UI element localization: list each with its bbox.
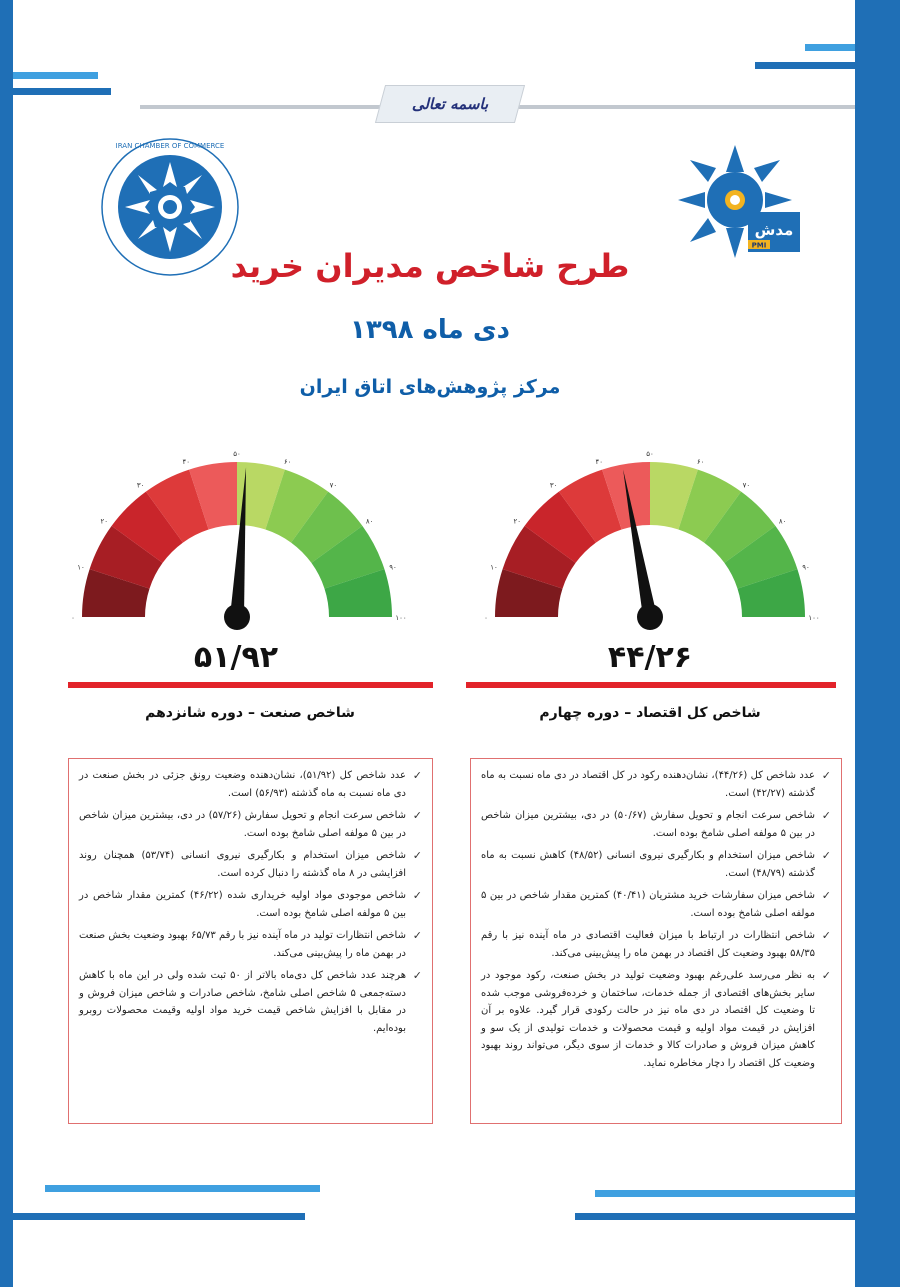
checkmark-icon: ✓ xyxy=(821,849,831,862)
note-text: شاخص موجودی مواد اولیه خریداری شده (۴۶/۲۲) کمترین مقدار شاخص در بین ۵ مولفه اصلی شامخ بوده است. xyxy=(79,890,406,919)
note-item xyxy=(481,767,831,802)
industry-divider xyxy=(68,682,433,688)
gauge-tick-label: ۸۰ xyxy=(778,517,787,526)
gauge-tick-label: ۱۰۰ xyxy=(808,614,820,622)
checkmark-icon: ✓ xyxy=(821,889,831,902)
gauge-hub xyxy=(224,604,250,630)
economy-panel-title: شاخص کل اقتصاد – دوره چهارم xyxy=(539,705,761,721)
note-text: عدد شاخص کل (۴۴/۲۶)، نشان‌دهنده رکود در کل اقتصاد در دی ماه نسبت به ماه گذشته (۴۲/۲۷) است. xyxy=(481,770,815,799)
industry-gauge-value: ۵۱/۹۲ xyxy=(193,640,279,675)
decor-bar xyxy=(13,1213,305,1220)
checkmark-icon: ✓ xyxy=(412,969,422,982)
decor-bar xyxy=(595,1190,855,1197)
checkmark-icon: ✓ xyxy=(412,889,422,902)
gauge-tick-label: ۵۰ xyxy=(646,450,654,458)
gauge-tick-label: ۹۰ xyxy=(802,563,810,572)
gauge-tick-label: ۸۰ xyxy=(365,517,374,526)
seal-arc-text: IRAN CHAMBER OF COMMERCE xyxy=(115,142,225,150)
bismillah-banner xyxy=(375,85,525,123)
gauge-tick-label: ۱۰ xyxy=(490,563,498,572)
gauge-tick-label: ۳۰ xyxy=(549,481,558,490)
gauge-tick-label: ۴۰ xyxy=(595,458,604,467)
organization-title: مرکز پژوهش‌های اتاق ایران xyxy=(299,376,561,398)
bismillah-text: باسمه تعالی xyxy=(411,95,489,113)
decor-bar xyxy=(575,1213,855,1220)
decor-bar xyxy=(755,62,855,69)
note-item xyxy=(481,807,831,842)
industry-panel-title: شاخص صنعت – دوره شانزدهم xyxy=(145,705,355,721)
right-border-strip xyxy=(855,0,900,1287)
gauge-tick-label: ۰ xyxy=(71,614,75,622)
pmi-badge: PMI xyxy=(751,241,767,250)
decor-bar xyxy=(13,88,111,95)
economy-notes-list xyxy=(481,767,831,1072)
note-text: شاخص سرعت انجام و تحویل سفارش (۵۷/۲۶) در دی، بیشترین میزان شاخص در بین ۵ مولفه اصلی شامخ بوده است. xyxy=(79,810,406,839)
decor-bar xyxy=(13,72,98,79)
main-title: طرح شاخص مدیران خرید xyxy=(230,247,630,285)
gauge-tick-label: ۷۰ xyxy=(742,481,751,490)
note-text: هرچند عدد شاخص کل دی‌ماه بالاتر از ۵۰ ثبت شده ولی در این ماه با کاهش دسته‌جمعی ۵ شاخص اصلی شامخ، شاخص صادرات و شاخص میزان فروش و در مقابل با افزایش شاخص قیمت خرید مواد اولیه وقیمت محصولات روبرو بوده‌ایم. xyxy=(79,970,407,1034)
economy-notes-box xyxy=(470,758,842,1124)
industry-notes-box xyxy=(68,758,433,1124)
checkmark-icon: ✓ xyxy=(412,769,422,782)
note-text: شاخص میزان استخدام و بکارگیری نیروی انسانی (۵۳/۷۴) همچنان روند افزایشی در ۸ ماه گذشته را دنبال کرده است. xyxy=(79,850,406,879)
note-item xyxy=(481,967,831,1072)
gauge-tick-label: ۱۰۰ xyxy=(395,614,407,622)
note-item xyxy=(79,967,422,1037)
economy-gauge-value: ۴۴/۲۶ xyxy=(607,640,693,675)
gauge-tick-label: ۱۰ xyxy=(77,563,85,572)
checkmark-icon: ✓ xyxy=(821,769,831,782)
note-text: عدد شاخص کل (۵۱/۹۲)، نشان‌دهنده وضعیت رونق جزئی در بخش صنعت در دی ماه نسبت به ماه گذشته (۵۶/۹۳) است. xyxy=(79,770,406,799)
economy-gauge xyxy=(478,445,823,640)
gauge-tick-label: ۲۰ xyxy=(100,517,109,526)
gauge-tick-label: ۶۰ xyxy=(696,458,705,467)
gauge-tick-label: ۹۰ xyxy=(389,563,397,572)
note-text: به نظر می‌رسد علی‌رغم بهبود وضعیت تولید در بخش صنعت، رکود موجود در سایر بخش‌های اقتصادی از جمله خدمات، ساختمان و خرده‌فروشی موجب شده تا وضعیت کل اقتصاد در دی ماه نیز در حالت رکودی قرار گیرد. علاوه بر آن افزایش در قیمت مواد اولیه و قیمت محصولات و خدمات تولیدی از یک سو و کاهش میزان فروش و صادرات کالا و خدمات از سوی دیگر، می‌تواند روند بهبود وضعیت کل اقتصاد را دچار مخاطره نماید. xyxy=(481,970,815,1069)
note-text: شاخص انتظارات تولید در ماه آینده نیز با رقم ۶۵/۷۳ بهبود وضعیت بخش صنعت در بهمن ماه را پیش‌بینی می‌کند. xyxy=(79,930,406,959)
note-text: شاخص میزان سفارشات خرید مشتریان (۴۰/۴۱) کمترین مقدار شاخص در بین ۵ مولفه اصلی شامخ بوده است. xyxy=(481,890,815,919)
note-item xyxy=(481,887,831,922)
decor-bar xyxy=(805,44,855,51)
checkmark-icon: ✓ xyxy=(821,969,831,982)
note-text: شاخص سرعت انجام و تحویل سفارش (۵۰/۶۷) در دی، بیشترین میزان شاخص در بین ۵ مولفه اصلی شامخ بوده است. xyxy=(481,810,815,839)
note-item xyxy=(79,887,422,922)
checkmark-icon: ✓ xyxy=(821,929,831,942)
checkmark-icon: ✓ xyxy=(412,929,422,942)
note-item xyxy=(79,807,422,842)
gauge-tick-label: ۲۰ xyxy=(513,517,522,526)
note-text: شاخص میزان استخدام و بکارگیری نیروی انسانی (۴۸/۵۲) کاهش نسبت به ماه گذشته (۴۸/۷۹) است. xyxy=(481,850,815,879)
decor-bar xyxy=(45,1185,320,1192)
gauge-tick-label: ۳۰ xyxy=(136,481,145,490)
gauge-tick-label: ۶۰ xyxy=(283,458,292,467)
note-item xyxy=(481,847,831,882)
economy-divider xyxy=(466,682,836,688)
note-text: شاخص انتظارات در ارتباط با میزان فعالیت اقتصادی در ماه آینده نیز با رقم ۵۸/۳۵ بهبود وضعیت کل اقتصاد در بهمن ماه را پیش‌بینی می‌کند. xyxy=(481,930,815,959)
checkmark-icon: ✓ xyxy=(412,809,422,822)
checkmark-icon: ✓ xyxy=(821,809,831,822)
gauge-tick-label: ۴۰ xyxy=(182,458,191,467)
gauge-tick-label: ۵۰ xyxy=(233,450,241,458)
left-border-strip xyxy=(0,0,13,1287)
note-item xyxy=(481,927,831,962)
industry-gauge xyxy=(65,445,410,640)
period-title: دی ماه ۱۳۹۸ xyxy=(350,315,510,345)
note-item xyxy=(79,927,422,962)
industry-notes-list xyxy=(79,767,422,1037)
checkmark-icon: ✓ xyxy=(412,849,422,862)
gauge-tick-label: ۷۰ xyxy=(329,481,338,490)
gauge-hub xyxy=(637,604,663,630)
pmi-logo-text: مدش xyxy=(754,221,794,239)
gauge-tick-label: ۰ xyxy=(484,614,488,622)
note-item xyxy=(79,767,422,802)
note-item xyxy=(79,847,422,882)
